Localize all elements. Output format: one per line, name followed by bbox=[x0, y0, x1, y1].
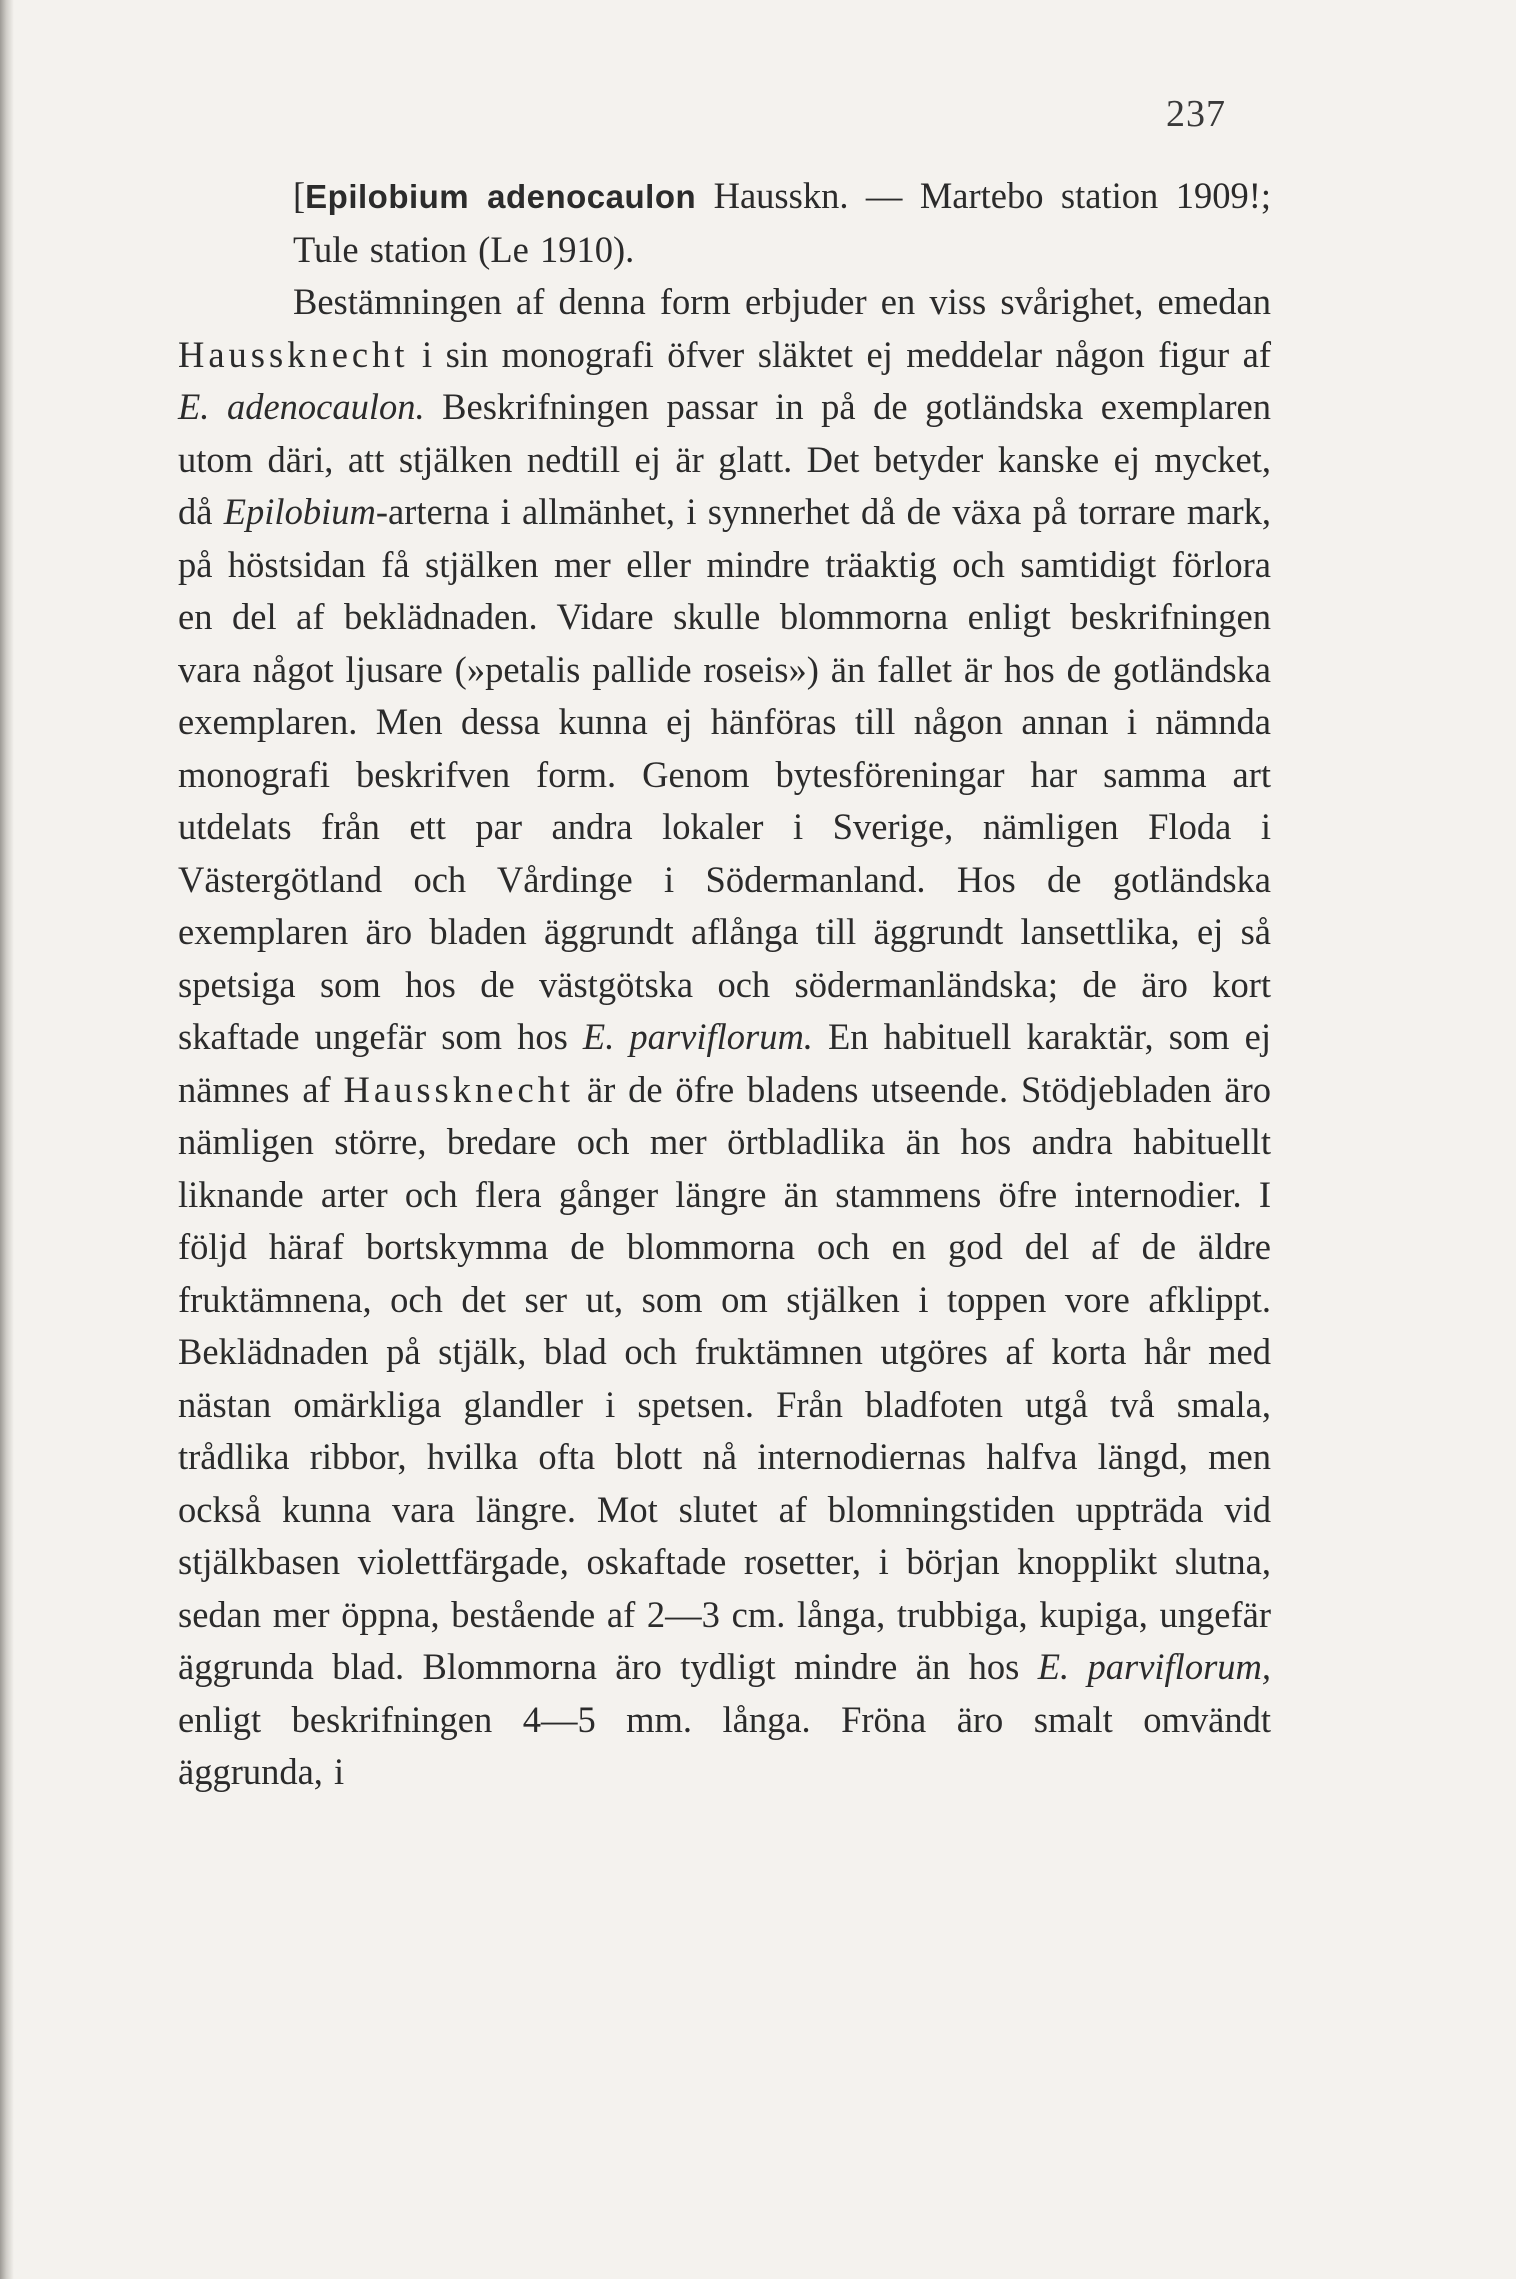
species-italic: E. adenocaulon. bbox=[178, 386, 425, 427]
species-name: Epilobium adenocaulon bbox=[305, 178, 697, 215]
body-paragraph bbox=[178, 276, 1271, 1799]
body-text-3: Beskrifningen passar in på de gotländska exemplaren utom däri, att stjälken nedtill ej är glatt. Det betyder kanske ej mycket, då bbox=[178, 386, 1271, 532]
body-text-2: i sin monografi öfver släktet ej meddelar någon figur af bbox=[408, 333, 1271, 375]
genus-italic: Epilobium bbox=[223, 491, 376, 532]
page-spine-shadow bbox=[0, 0, 14, 2279]
species-locality: Hausskn. — Martebo station 1909!; Tule station (Le 1910). bbox=[293, 175, 1272, 270]
body-text-7: enligt beskrifningen 4—5 mm. långa. Fröna äro smalt omvändt äggrunda, i bbox=[178, 1698, 1271, 1792]
species-italic: E. parviflorum, bbox=[1037, 1646, 1272, 1687]
body-text-1: Bestämningen af denna form erbjuder en viss svårighet, emedan bbox=[293, 281, 1271, 322]
page-text bbox=[178, 170, 1271, 1799]
page-number: 237 bbox=[1166, 93, 1226, 135]
body-text-6: är de öfre bladens utseende. Stödjebladen äro nämligen större, bredare och mer örtbladlika än hos andra habituellt liknande arter och flera gånger längre än stammens öfre internodier. I följd häraf bortskymma de blommorna och en god del af de äldre fruktämnena, och det ser ut, som om stjälken i toppen vore afklippt. Beklädnaden på stjälk, blad och fruktämnen utgöres af korta hår med nästan omärkliga glandler i spetsen. Från bladfoten utgå två smala, trådlika ribbor, hvilka ofta blott nå internodiernas halfva längd, men också kunna vara längre. Mot slutet af blomningstiden uppträda vid stjälkbasen violettfärgade, oskaftade rosetter, i början knopplikt slutna, sedan mer öppna, bestående af 2—3 cm. långa, trubbiga, kupiga, ungefär äggrunda blad. Blommorna äro tydligt mindre än hos bbox=[178, 1068, 1272, 1687]
species-italic: E. parviflorum. bbox=[582, 1016, 813, 1057]
species-entry bbox=[178, 170, 1271, 276]
author-name: Haussknecht bbox=[178, 333, 409, 375]
author-name: Haussknecht bbox=[343, 1068, 575, 1110]
body-text-5: En habituell karaktär, som ej nämnes af bbox=[178, 1016, 1271, 1110]
body-text-4: -arterna i allmänhet, i synnerhet då de växa på torrare mark, på höstsidan få stjälken mer eller mindre träaktig och samtidigt förlora en del af beklädnaden. Vidare skulle blommorna enligt beskrifningen vara något ljusare (»petalis pallide roseis») än fallet är hos de gotländska exemplaren. Men dessa kunna ej hänföras till någon annan i nämnda monografi beskrifven form. Genom bytesföreningar har samma art utdelats från ett par andra lokaler i Sverige, nämligen Floda i Västergötland och Vårdinge i Södermanland. Hos de gotländska exemplaren äro bladen äggrundt aflånga till äggrundt lansettlika, ej så spetsiga som hos de västgötska och södermanländska; de äro kort skaftade ungefär som hos bbox=[178, 491, 1272, 1057]
bracket: [ bbox=[293, 175, 306, 216]
